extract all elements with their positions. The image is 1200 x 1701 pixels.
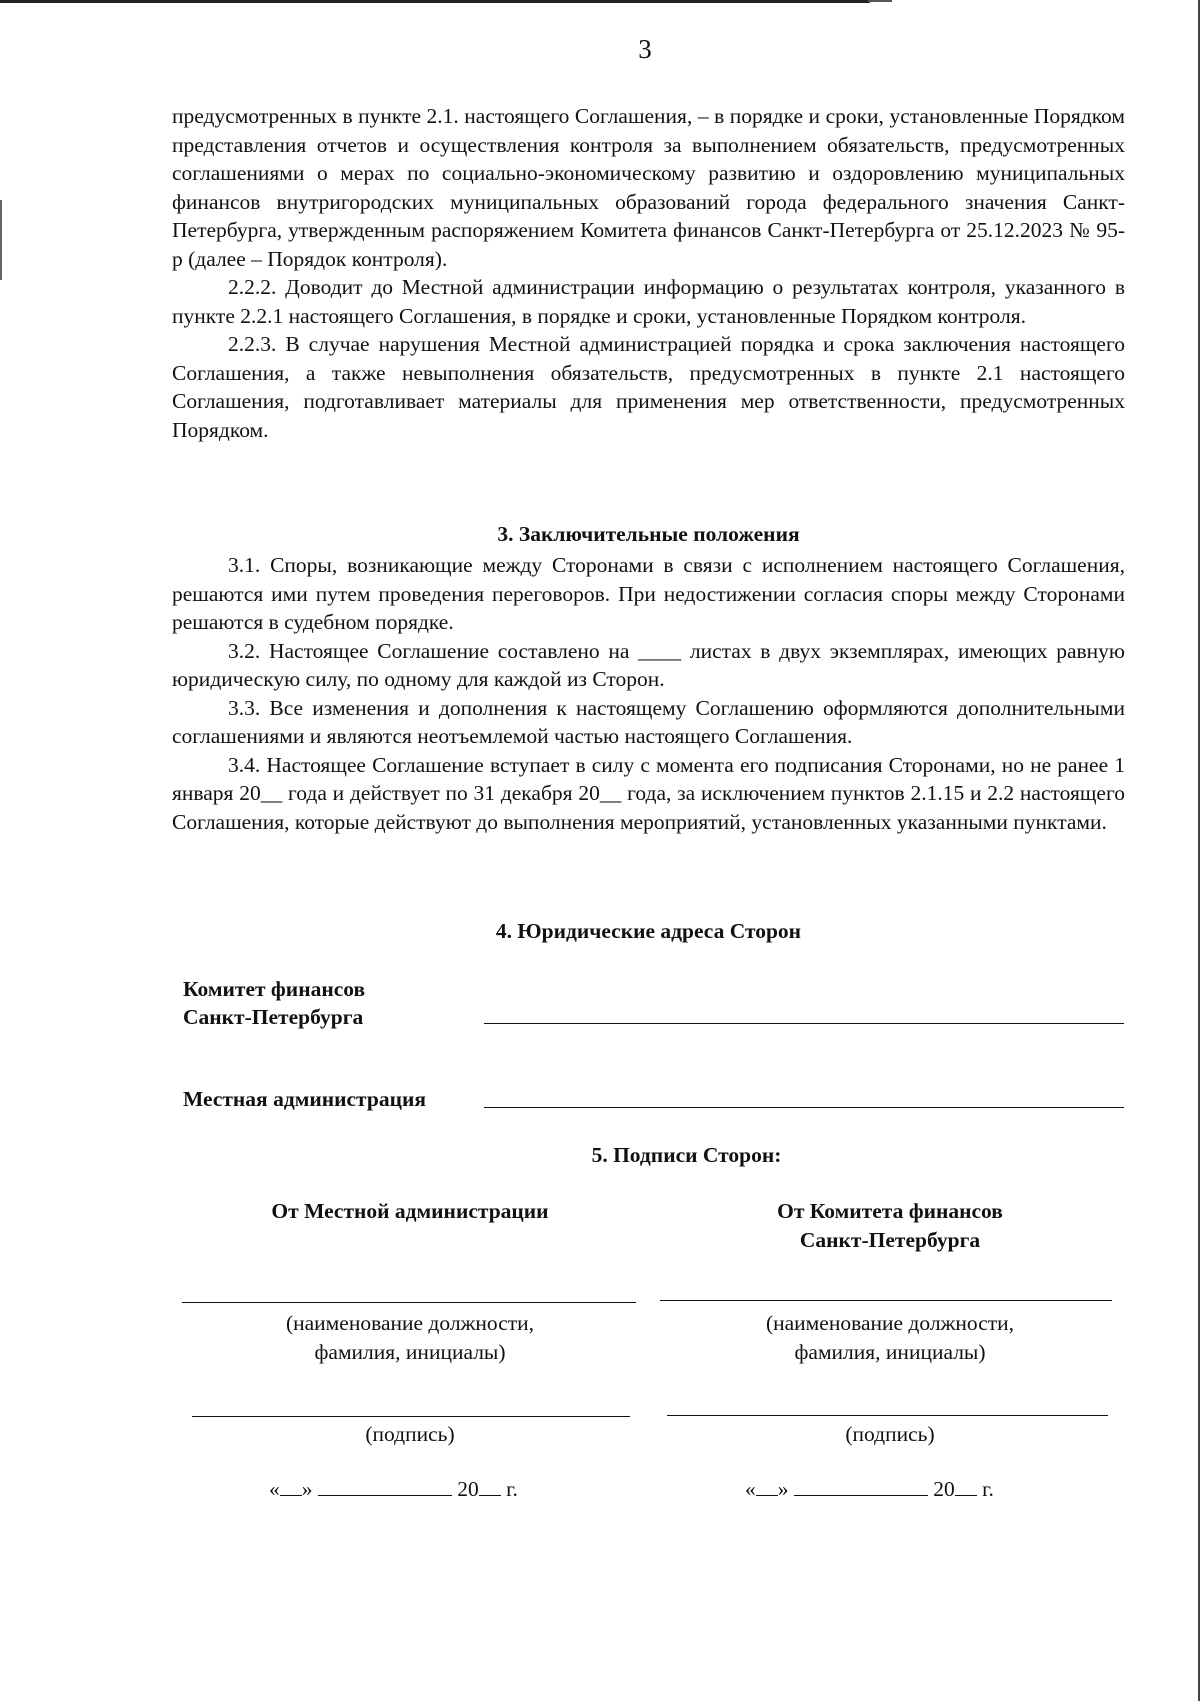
position-caption-line2: фамилия, инициалы): [794, 1340, 986, 1364]
local-admin-address-line: [484, 1107, 1124, 1108]
local-admin-position-line: [182, 1302, 636, 1303]
clause-continuation: предусмотренных в пункте 2.1. настоящего Соглашения, – в порядке и сроки, установленные Порядком представления отчетов и осуществления контроля за выполнением обязательств, предусмотренных соглашениями о мерах по социально-экономическому развитию и оздоровлению муниципальных финансов внутригородских муниципальных образований города федерального значения Санкт-Петербурга, утвержденным распоряжением Комитета финансов Санкт-Петербурга от 25.12.2023 № 95-р (далее – Порядок контроля).: [172, 104, 1125, 271]
page-number: 3: [638, 34, 652, 64]
committee-heading-line1: От Комитета финансов: [777, 1199, 1003, 1223]
date-quote-close: »: [301, 1477, 313, 1501]
date-quote-close: »: [777, 1477, 789, 1501]
section-3-body: [172, 551, 1125, 836]
committee-position-caption: [660, 1309, 1120, 1367]
position-caption-line2: фамилия, инициалы): [314, 1340, 506, 1364]
clause-3-3: 3.3. Все изменения и дополнения к настоящему Соглашению оформляются дополнительными соглашениями и являются неотъемлемой частью настоящего Соглашения.: [172, 695, 1125, 748]
scan-border-top: [0, 0, 870, 3]
date-quote-open: «: [269, 1477, 280, 1501]
committee-heading-line2: Санкт-Петербурга: [799, 1228, 981, 1252]
local-admin-position-caption: [180, 1309, 640, 1367]
section-3-heading: 3. Заключительные положения: [497, 522, 800, 546]
committee-name-line1: Комитет финансов: [183, 977, 366, 1001]
year-suffix: г.: [500, 1477, 518, 1501]
day-blank: [756, 1479, 778, 1496]
committee-signature-caption: (подпись): [845, 1422, 935, 1446]
month-blank: [318, 1479, 452, 1496]
clause-3-4: 3.4. Настоящее Соглашение вступает в силу с момента его подписания Сторонами, но не ранее 1 января 20__ года и действует по 31 декабря 20__ года, за исключением пунктов 2.1.15 и 2.2 настоящего Соглашения, которые действуют до выполнения мероприятий, установленных указанными пунктами.: [172, 752, 1125, 834]
year-prefix: 20: [933, 1477, 955, 1501]
clause-3-2-start: 3.2. Настоящее Соглашение составлено на: [228, 638, 630, 663]
clause-2-2-2: 2.2.2. Доводит до Местной администрации информацию о результатах контроля, указанного в пункте 2.2.1 настоящего Соглашения, в порядке и сроки, установленные Порядком контроля.: [172, 275, 1125, 328]
clause-3-2: [172, 637, 1125, 694]
section-4-heading: 4. Юридические адреса Сторон: [495, 919, 802, 943]
year-suffix: г.: [976, 1477, 994, 1501]
position-caption-line1: (наименование должности,: [285, 1311, 535, 1335]
year-blank: [479, 1479, 501, 1496]
scan-border-left: [0, 200, 2, 280]
day-blank: [280, 1479, 302, 1496]
committee-signature-line: [667, 1415, 1108, 1416]
committee-signature-heading: [660, 1197, 1120, 1255]
sheet-count-blank: ____: [638, 638, 682, 663]
month-blank: [794, 1479, 928, 1496]
committee-name-line2: Санкт-Петербурга: [183, 1005, 364, 1029]
committee-address-label: [183, 975, 365, 1031]
clause-3-1: 3.1. Споры, возникающие между Сторонами в связи с исполнением настоящего Соглашения, решаются ими путем проведения переговоров. При недостижении согласия споры между Сторонами решаются в судебном порядке.: [172, 553, 1125, 634]
local-admin-signature-line: [192, 1416, 630, 1417]
date-quote-open: «: [745, 1477, 756, 1501]
committee-position-line: [660, 1300, 1112, 1301]
section-5-heading: 5. Подписи Сторон:: [591, 1143, 782, 1167]
local-admin-signature-caption: (подпись): [365, 1422, 455, 1446]
year-prefix: 20: [457, 1477, 479, 1501]
local-admin-date: [269, 1477, 518, 1502]
local-admin-signature-heading: От Местной администрации: [271, 1199, 549, 1223]
scan-mark: [868, 0, 892, 2]
clause-3-2-end: листах в двух экземплярах, имеющих равную юридическую силу, по одному для каждой из Сторон.: [172, 638, 1125, 691]
year-blank: [955, 1479, 977, 1496]
clauses-2-2: [172, 102, 1125, 444]
local-admin-address-label: Местная администрация: [183, 1087, 426, 1111]
position-caption-line1: (наименование должности,: [765, 1311, 1015, 1335]
committee-address-line: [484, 1023, 1124, 1024]
clause-2-2-3: 2.2.3. В случае нарушения Местной администрацией порядка и срока заключения настоящего Соглашения, а также невыполнения обязательств, предусмотренных в пункте 2.1 настоящего Соглашения, подготавливает материалы для применения мер ответственности, предусмотренных Порядком.: [172, 332, 1125, 442]
committee-date: [745, 1477, 994, 1502]
